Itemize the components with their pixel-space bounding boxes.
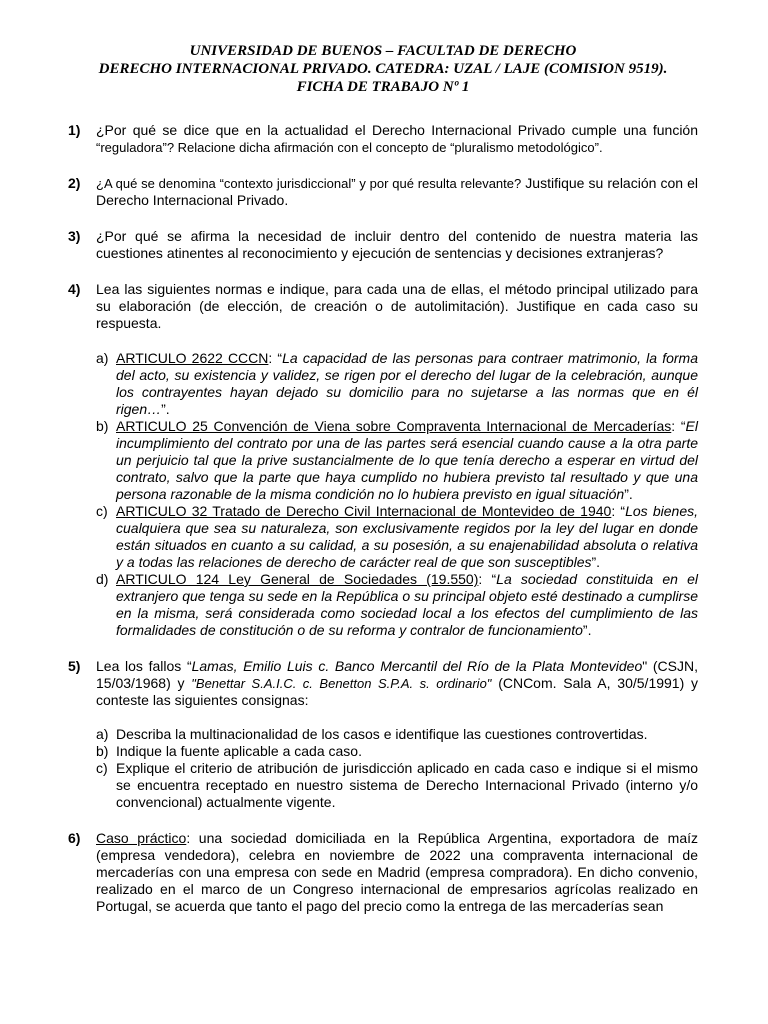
question-4-items [68,350,698,639]
list-item [68,760,698,811]
article-reference: ARTICULO 2622 CCCN [116,350,269,366]
header-course: DERECHO INTERNACIONAL PRIVADO. CATEDRA: UZAL / LAJE (COMISION 9519). [98,61,668,77]
list-item [68,743,698,760]
question-text-continued: Justifique su relación con el Derecho Internacional Privado. [96,175,698,208]
question-number: 4) [68,281,81,297]
article-reference: ARTICULO 25 Convención de Viena sobre Compraventa Internacional de Mercaderías [116,418,672,434]
list-item: c) ARTICULO 32 Tratado de Derecho Civil Internacional de Montevideo de 1940: “Los bienes, cualquiera que sea su naturaleza, son exclusivamente regidos por la ley del lugar en donde están situados en cuanto a su calidad, a su posesión, a su enajenabilidad absoluta o relativa y a todas las relaciones de derecho de carácter real de que son susceptibles”. [96,503,698,570]
list-item: a) ARTICULO 2622 CCCN: “La capacidad de las personas para contraer matrimonio, la forma del acto, su existencia y validez, se rigen por el derecho del lugar de la celebración, aunque los contrayentes hayan dejado su domicilio para no sujetarse a las normas que en él rigen…”. [96,350,698,417]
article-quote: La sociedad constituida en el extranjero que tenga su sede en la República o su principal objeto esté destinado a cumplirse en la misma, será considerada como sociedad local a los efectos del cumplimiento de las formalidades de constitución o de su reforma y contralor de funcionamiento [116,571,698,638]
list-item [68,726,698,743]
question-5-items [68,726,698,811]
question-4 [68,281,698,332]
article-quote: El incumplimiento del contrato por una de las partes será esencial cuando cause a la otra parte un perjuicio tal que la prive sustancialmente de lo que tenía derecho a esperar en virtud del contrato, salvo que la parte que haya cumplido no hubiera previsto tal resultado y que una persona razonable de la misma condición no lo hubiera previsto en igual situación [116,418,698,502]
question-5: 5) Lea los fallos “Lamas, Emilio Luis c. Banco Mercantil del Río de la Plata Montevideo" (CSJN, 15/03/1968) y "Benettar S.A.I.C. c. Benetton S.P.A. s. ordinario" (CNCom. Sala A, 30/5/1991) y conteste las siguientes consignas: [68,658,699,708]
header-worksheet-title: FICHA DE TRABAJO Nº 1 [296,79,470,95]
article-quote: Los bienes, cualquiera que sea su naturaleza, son exclusivamente regidos por la ley del lugar en donde están situados en cuanto a su calidad, a su posesión, a su enajenabilidad absoluta o relativa y a todas las relaciones de derecho de carácter real de que son susceptibles [116,503,698,570]
question-1 [68,122,698,156]
list-item: b) ARTICULO 25 Convención de Viena sobre Compraventa Internacional de Mercaderías: “El incumplimiento del contrato por una de las partes será esencial cuando cause a la otra parte un perjuicio tal que la prive sustancialmente de lo que tenía derecho a esperar en virtud del contrato, salvo que la parte que haya cumplido no hubiera previsto tal resultado y que una persona razonable de la misma condición no lo hubiera previsto en igual situación”. [96,418,698,502]
item-label: c) [96,503,108,519]
item-text: Describa la multinacionalidad de los casos e identifique las cuestiones controvertidas. [116,726,648,742]
question-number: 3) [68,228,81,244]
case-citation-lamas: " (CSJN, 15/03/1968) y [96,658,698,691]
case-practice-label: Caso práctico [96,830,187,846]
case-title-lamas: Lamas, Emilio Luis c. Banco Mercantil del Río de la Plata Montevideo [191,658,643,674]
question-number: 6) [68,830,81,846]
document-header [68,42,698,96]
header-university: UNIVERSIDAD DE BUENOS – FACULTAD DE DERECHO [189,43,577,59]
item-label: d) [96,571,109,587]
question-text: ¿Por qué se dice que en la actualidad el Derecho Internacional Privado cumple una función [96,122,698,138]
case-citation-benettar: (CNCom. Sala A, 30/5/1991) y conteste las siguientes consignas: [96,675,699,708]
question-text: ¿Por qué se afirma la necesidad de incluir dentro del contenido de nuestra materia las cuestiones atinentes al reconocimiento y ejecución de sentencias y decisiones extranjeras? [96,228,698,261]
question-number: 2) [68,175,81,191]
item-label: b) [96,743,109,759]
question-number: 5) [68,658,81,674]
question-text: ¿A qué se denomina “contexto jurisdiccional” y por qué resulta relevante? [96,176,522,191]
item-label: b) [96,418,109,434]
question-text: Lea las siguientes normas e indique, para cada una de ellas, el método principal utilizado para su elaboración (de elección, de creación o de autolimitación). Justifique en cada caso su respuesta. [96,281,698,331]
list-item: d) ARTICULO 124 Ley General de Sociedades (19.550): “La sociedad constituida en el extranjero que tenga su sede en la República o su principal objeto esté destinado a cumplirse en la misma, será considerada como sociedad local a los efectos del cumplimiento de las formalidades de constitución o de su reforma y contralor de funcionamiento”. [96,571,698,638]
question-2 [68,175,698,209]
item-text: Explique el criterio de atribución de jurisdicción aplicado en cada caso e indique si el mismo se encuentra receptado en nuestro sistema de Derecho Internacional Privado (interno y/o convencional) actualmente vigente. [116,760,698,810]
article-quote: La capacidad de las personas para contraer matrimonio, la forma del acto, su existencia y validez, se rigen por el derecho del lugar de la celebración, aunque los contrayentes hayan dejado su domicilio para no sujetarse a las normas que en él rigen… [116,350,698,417]
question-text: : una sociedad domiciliada en la República Argentina, exportadora de maíz (empresa vendedora), celebra en noviembre de 2022 una compraventa internacional de mercaderías con una empresa con sede en Madrid (empresa compradora). En dicho convenio, realizado en el marco de un Congreso internacional de empresarios agrícolas realizado en Portugal, se acuerda que tanto el pago del precio como la entrega de las mercaderías sean [96,830,699,914]
item-text: Indique la fuente aplicable a cada caso. [116,743,362,759]
question-number: 1) [68,122,81,138]
article-reference: ARTICULO 32 Tratado de Derecho Civil Internacional de Montevideo de 1940 [116,503,612,519]
question-3 [68,228,698,262]
item-label: c) [96,760,108,776]
item-label: a) [96,726,109,742]
case-title-benettar: "Benettar S.A.I.C. c. Benetton S.P.A. s. ordinario" [191,676,492,691]
item-label: a) [96,350,109,366]
question-text: Lea los fallos [96,658,187,674]
question-6 [68,830,698,915]
question-text-continued: “reguladora”? Relacione dicha afirmación con el concepto de “pluralismo metodológico”. [96,140,603,155]
article-reference: ARTICULO 124 Ley General de Sociedades (19.550) [116,571,479,587]
